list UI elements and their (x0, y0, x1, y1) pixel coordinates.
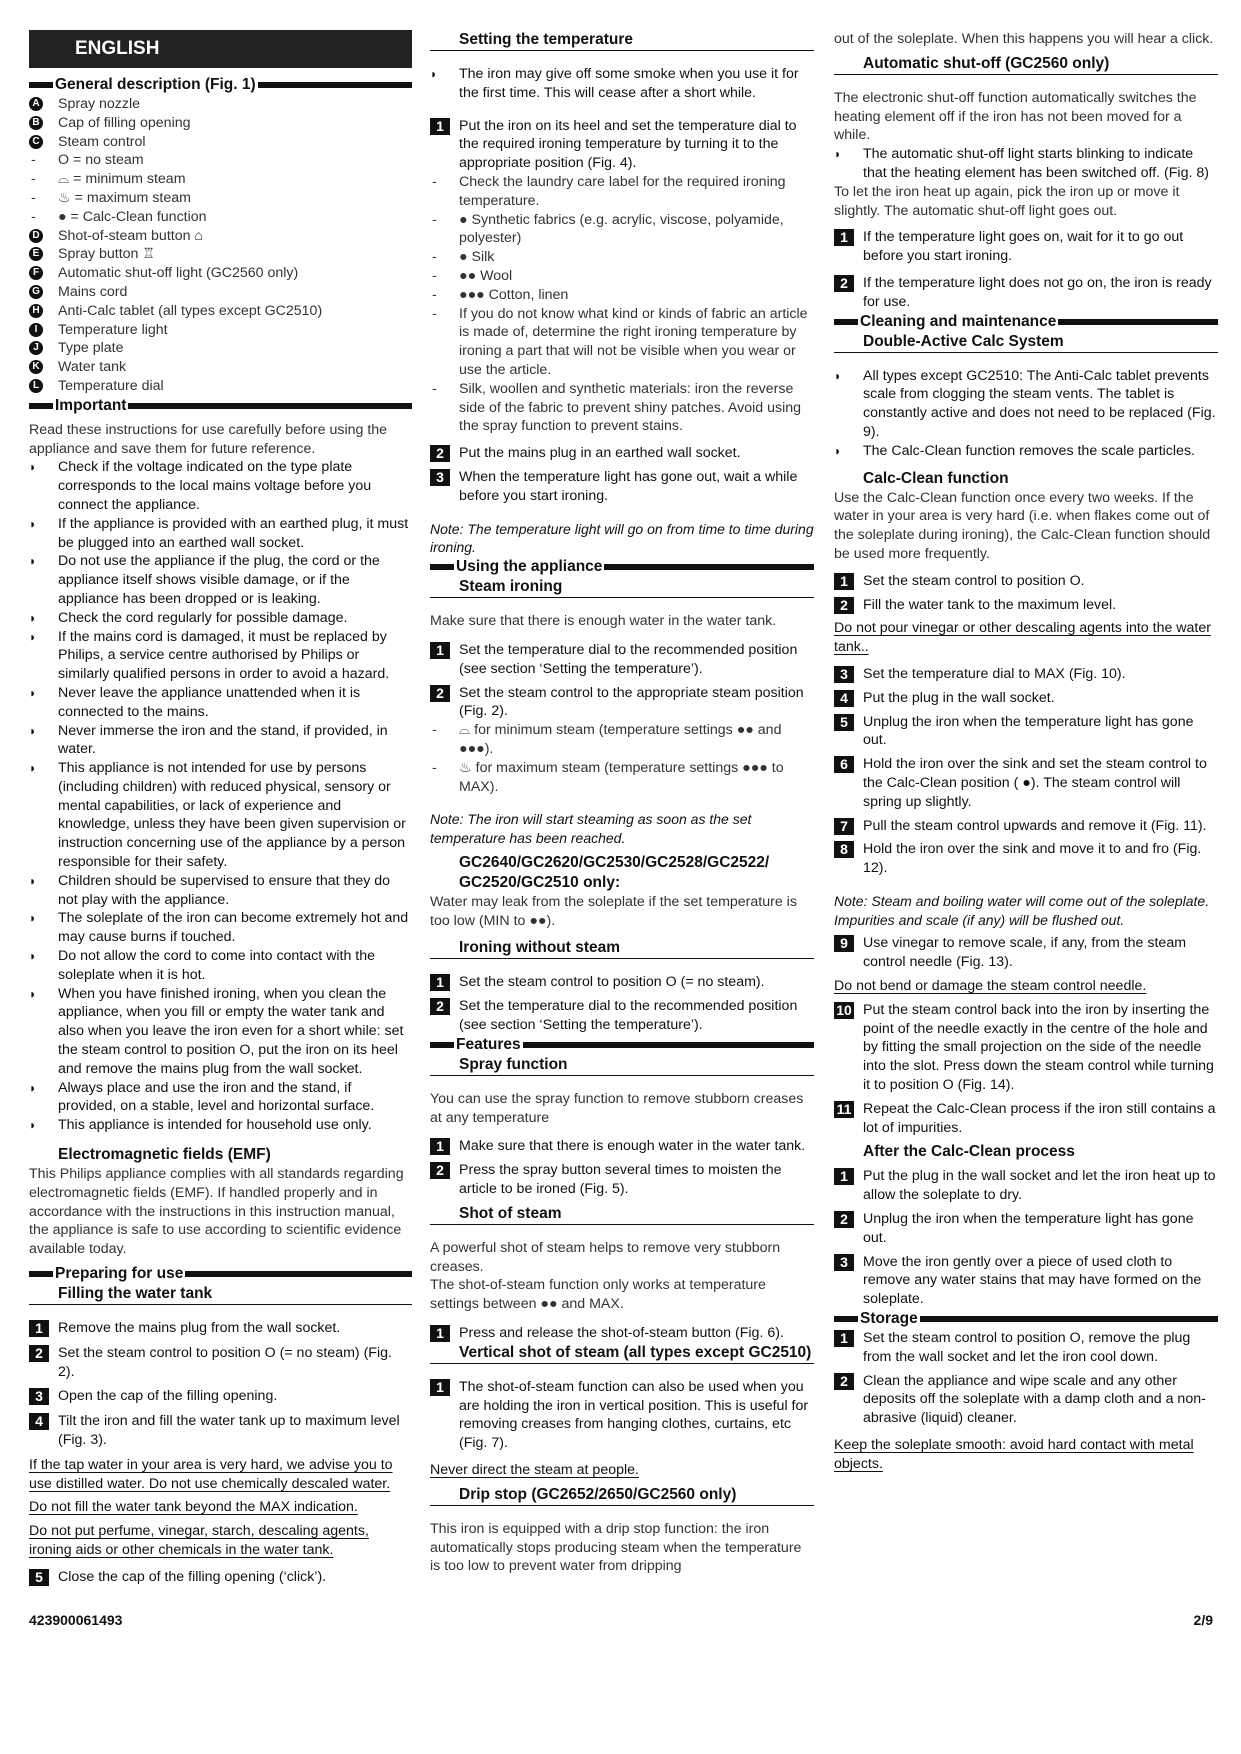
step-item: 1 Make sure that there is enough water in the water tank. (430, 1137, 814, 1156)
step-item: 3 Open the cap of the filling opening. (29, 1387, 412, 1406)
bullet-item: ◗ Always place and use the iron and the stand, if provided, on a stable, level and horizontal surface. (29, 1079, 375, 1115)
step-item: 1 Press and release the shot-of-steam button (Fig. 6). (430, 1324, 814, 1343)
bullet-item: ◗ Do not use the appliance if the plug, the cord or the appliance itself shows visible damage, or if the appliance has been dropped or is leaking. (29, 553, 380, 607)
parts-list-item: - ♨ = maximum steam (31, 189, 191, 206)
step-item: 2 Set the steam control to the appropriate steam position (Fig. 2). (430, 684, 814, 722)
dash-item: - ⌓ for minimum steam (temperature settings ●● and ●●●). (432, 722, 782, 757)
step-item: 1 Put the iron on its heel and set the temperature dial to the required ironing temperature by turning it to the appropriate position (Fig. 4). (430, 117, 814, 173)
section-features: Features (430, 1035, 814, 1055)
section-cleaning: Cleaning and maintenance (834, 312, 1218, 332)
warning-soleplate: Keep the soleplate smooth: avoid hard contact with metal objects. (834, 1437, 1194, 1472)
step-item: 2 Set the steam control to position O (= no steam) (Fig. 2). (29, 1344, 412, 1382)
step-item: 4 Tilt the iron and fill the water tank up to maximum level (Fig. 3). (29, 1412, 412, 1450)
calc-note: Note: Steam and boiling water will come out of the soleplate. Impurities and scale (if any) will be flushed out. (834, 892, 1210, 928)
parts-list-item: J Type plate (29, 339, 412, 358)
shot-heading: Shot of steam (430, 1204, 814, 1225)
parts-list-item: K Water tank (29, 358, 412, 377)
step-item: 2 Press the spray button several times to moisten the article to be ironed (Fig. 5). (430, 1161, 814, 1199)
parts-list-item: I Temperature light (29, 321, 412, 340)
vertical-heading: Vertical shot of steam (all types except GC2510) (430, 1343, 814, 1364)
step-item: 4 Put the plug in the wall socket. (834, 689, 1218, 708)
section-preparing: Preparing for use (29, 1264, 412, 1284)
bullet-item: ◗ Do not allow the cord to come into contact with the soleplate when it is hot. (29, 948, 376, 983)
step-item: 3 Set the temperature dial to MAX (Fig. 10). (834, 665, 1218, 684)
dash-item: - ● Silk (432, 249, 495, 266)
step-item: 9 Use vinegar to remove scale, if any, from the steam control needle (Fig. 13). (834, 934, 1218, 972)
calc-clean-intro: Use the Calc-Clean function once every two weeks. If the water in your area is very hard (i.e. when flakes come out of the soleplate during ironing), the Calc-Clean function should be used more frequently. (834, 489, 1211, 562)
bullet-item: ◗ Children should be supervised to ensure that they do not play with the appliance. (29, 872, 391, 908)
parts-list-item: L Temperature dial (29, 377, 412, 396)
warning-vinegar: Do not pour vinegar or other descaling agents into the water tank.. (834, 620, 1211, 656)
bullet-item: ◗ The iron may give off some smoke when you use it for the first time. This will cease after a short while. (430, 66, 799, 101)
dash-item: - ●●● Cotton, linen (432, 286, 569, 303)
step-item: 1 The shot-of-steam function can also be used when you are holding the iron in vertical position. This is useful for removing creases from hanging clothes, curtains, etc (Fig. 7). (430, 1378, 814, 1453)
auto-off-heading: Automatic shut-off (GC2560 only) (834, 54, 1218, 75)
bullet-item: ◗ Never immerse the iron and the stand, if provided, in water. (29, 722, 388, 758)
bullet-item: ◗ Never leave the appliance unattended when it is connected to the mains. (29, 684, 361, 720)
safety-bullets (29, 458, 412, 1135)
page-number: 2/9 (1193, 1612, 1213, 1628)
steam-note: Note: The iron will start steaming as soon as the set temperature has been reached. (430, 811, 752, 847)
parts-list-item: H Anti-Calc tablet (all types except GC2510) (29, 302, 412, 321)
warning-hard-water: If the tap water in your area is very hard, we advise you to use distilled water. Do not use chemically descaled water. (29, 1456, 393, 1492)
shot-text-2: The shot-of-steam function only works at temperature settings between ●● and MAX. (430, 1277, 766, 1313)
language-header: ENGLISH (29, 30, 412, 68)
bullet-item: ◗ This appliance is intended for household use only. (29, 1117, 372, 1134)
step-item: 1 Set the steam control to position O. (834, 572, 1218, 591)
bullet-item: ◗ Check if the voltage indicated on the type plate corresponds to the local mains voltage before you connect the appliance. (29, 459, 372, 513)
important-intro: Read these instructions for use carefully before using the appliance and save them for future reference. (29, 421, 388, 457)
section-using: Using the appliance (430, 557, 814, 577)
auto-off-text-2: To let the iron heat up again, pick the iron up or move it slightly. The automatic shut-off light goes out. (834, 183, 1180, 219)
bullet-item: ◗ The Calc-Clean function removes the scale particles. (834, 442, 1195, 459)
parts-list-item: D Shot-of-steam button ⌂ (29, 227, 412, 246)
auto-off-text: The electronic shut-off function automatically switches the heating element off if the iron has not been moved for a while. (834, 89, 1197, 144)
step-item: 10 Put the steam control back into the iron by inserting the point of the needle exactly in the centre of the hole and by fitting the small projection on the side of the needle into the slot. Press down the steam control while turning it to position O (Fig. 14). (834, 1001, 1218, 1095)
warning-chemicals: Do not put perfume, vinegar, starch, descaling agents, ironing aids or other chemicals in the water tank. (29, 1523, 369, 1558)
bullet-item: ◗ All types except GC2510: The Anti-Calc tablet prevents scale from clogging the steam vents. The tablet is constantly active and does not need to be replaced (Fig. 9). (834, 367, 1216, 440)
no-steam-heading: Ironing without steam (430, 938, 814, 959)
section-general-description: General description (Fig. 1) (29, 75, 412, 95)
dash-item: - ●● Wool (432, 267, 513, 284)
parts-list-item: - ● = Calc-Clean function (31, 208, 207, 225)
filling-heading: Filling the water tank (29, 1284, 412, 1305)
step-item: 1 If the temperature light goes on, wait for it to go out before you start ironing. (834, 228, 1218, 266)
parts-list-item: E Spray button ♖ (29, 245, 412, 264)
bullet-item: ◗ The automatic shut-off light starts blinking to indicate that the heating element has been switched off. (Fig. 8) (834, 146, 1209, 181)
spray-heading: Spray function (430, 1055, 814, 1076)
calc-clean-heading: Calc-Clean function (863, 469, 1009, 487)
warning-needle: Do not bend or damage the steam control needle. (834, 978, 1147, 995)
step-item: 3 Move the iron gently over a piece of used cloth to remove any water stains that may have formed on the soleplate. (834, 1253, 1218, 1309)
drip-heading: Drip stop (GC2652/2650/GC2560 only) (430, 1485, 814, 1506)
column-3 (834, 30, 1218, 1474)
step-item: 2 Put the mains plug in an earthed wall socket. (430, 444, 814, 463)
step-item: 5 Close the cap of the filling opening (‘click’). (29, 1568, 412, 1587)
parts-list-item: G Mains cord (29, 283, 412, 302)
section-storage: Storage (834, 1309, 1218, 1329)
temperature-heading: Setting the temperature (430, 30, 814, 51)
models-heading: GC2640/GC2620/GC2530/GC2528/GC2522/ GC2520/GC2510 only: (459, 853, 770, 891)
section-important: Important (29, 396, 412, 416)
filling-steps (29, 1319, 412, 1450)
parts-list (29, 95, 412, 396)
steam-intro: Make sure that there is enough water in the water tank. (430, 613, 777, 630)
steam-ironing-heading: Steam ironing (430, 577, 814, 598)
column-2 (430, 30, 814, 1576)
temperature-note: Note: The temperature light will go on from time to time during ironing. (430, 520, 814, 556)
step-item: 7 Pull the steam control upwards and remove it (Fig. 11). (834, 817, 1218, 836)
after-calc-heading: After the Calc-Clean process (863, 1143, 1075, 1161)
step-item: 1 Set the temperature dial to the recommended position (see section ‘Setting the temperature’). (430, 641, 814, 679)
dash-item: - ● Synthetic fabrics (e.g. acrylic, viscose, polyamide, polyester) (432, 211, 784, 247)
calc-system-heading: Double-Active Calc System (834, 332, 1218, 353)
step-item: 1 Set the steam control to position O (= no steam). (430, 973, 814, 992)
column-1 (29, 30, 412, 1587)
bullet-item: ◗ If the appliance is provided with an earthed plug, it must be plugged into an earthed wall socket. (29, 515, 409, 551)
step-item: 2 Fill the water tank to the maximum level. (834, 596, 1218, 615)
drip-text: This iron is equipped with a drip stop function: the iron automatically stops producing steam when the temperature is too low to prevent water from dripping (430, 1520, 802, 1575)
bullet-item: ◗ Check the cord regularly for possible damage. (29, 609, 348, 626)
dash-item: - Check the laundry care label for the required ironing temperature. (432, 173, 786, 209)
bullet-item: ◗ When you have finished ironing, when you clean the appliance, when you fill or empty the water tank and also when you leave the iron even for a short while: set the steam control to position O, put the iron on its heel and remove the mains plug from the wall socket. (29, 985, 404, 1077)
step-item: 2 Unplug the iron when the temperature light has gone out. (834, 1210, 1218, 1248)
step-item: 8 Hold the iron over the sink and move it to and fro (Fig. 12). (834, 840, 1218, 878)
bullet-item: ◗ The soleplate of the iron can become extremely hot and may cause burns if touched. (29, 910, 409, 946)
dash-item: - Silk, woollen and synthetic materials: iron the reverse side of the fabric to prevent shiny patches. Avoid using the spray function to prevent stains. (432, 380, 802, 435)
emf-heading: Electromagnetic fields (EMF) (58, 1146, 271, 1164)
parts-list-item: - O = no steam (31, 152, 144, 169)
step-item: 3 When the temperature light has gone out, wait a while before you start ironing. (430, 468, 814, 506)
step-item: 1 Remove the mains plug from the wall socket. (29, 1319, 412, 1338)
step-item: 2 If the temperature light does not go on, the iron is ready for use. (834, 274, 1218, 312)
parts-list-item: - ⌓ = minimum steam (31, 171, 186, 188)
dash-item: - ♨ for maximum steam (temperature settings ●●● to MAX). (432, 759, 784, 795)
leak-text: Water may leak from the soleplate if the set temperature is too low (MIN to ●●). (430, 893, 797, 929)
parts-list-item: C Steam control (29, 133, 412, 152)
step-item: 11 Repeat the Calc-Clean process if the iron still contains a lot of impurities. (834, 1100, 1218, 1138)
step-item: 5 Unplug the iron when the temperature light has gone out. (834, 713, 1218, 751)
step-item: 1 Put the plug in the wall socket and let the iron heat up to allow the soleplate to dry. (834, 1167, 1218, 1205)
step-item: 2 Clean the appliance and wipe scale and any other deposits off the soleplate with a damp cloth and a non-abrasive (liquid) cleaner. (834, 1372, 1218, 1428)
dash-item: - If you do not know what kind or kinds of fabric an article is made of, determine the right ironing temperature by ironing a part that will not be visible when you wear or use the article. (432, 305, 808, 378)
shot-text-1: A powerful shot of steam helps to remove very stubborn creases. (430, 1239, 781, 1275)
parts-list-item: B Cap of filling opening (29, 114, 412, 133)
step-item: 6 Hold the iron over the sink and set the steam control to the Calc-Clean position ( ●). The steam control will spring up slightly. (834, 755, 1218, 811)
parts-list-item: A Spray nozzle (29, 95, 412, 114)
spray-intro: You can use the spray function to remove stubborn creases at any temperature (430, 1090, 804, 1126)
document-code: 423900061493 (29, 1612, 123, 1628)
bullet-item: ◗ If the mains cord is damaged, it must be replaced by Philips, a service centre authorised by Philips or similarly qualified persons in order to avoid a hazard. (29, 628, 390, 683)
warning-max: Do not fill the water tank beyond the MAX indication. (29, 1499, 358, 1516)
bullet-item: ◗ This appliance is not intended for use by persons (including children) with reduced physical, sensory or mental capabilities, or lack of experience and knowledge, unless they have been given supervision or instruction concerning use of the appliance by a person responsible for their safety. (29, 760, 406, 871)
step-item: 2 Set the temperature dial to the recommended position (see section ‘Setting the temperature’). (430, 997, 814, 1035)
step-item: 1 Set the steam control to position O, remove the plug from the wall socket and let the iron cool down. (834, 1329, 1218, 1367)
emf-text: This Philips appliance complies with all standards regarding electromagnetic fields (EMF). If handled properly and in accordance with the instructions in this instruction manual, the appliance is safe to use according to scientific evidence available today. (29, 1166, 404, 1258)
parts-list-item: F Automatic shut-off light (GC2560 only) (29, 264, 412, 283)
warning-people: Never direct the steam at people. (430, 1462, 639, 1479)
drip-text-continued: out of the soleplate. When this happens you will hear a click. (834, 31, 1214, 47)
